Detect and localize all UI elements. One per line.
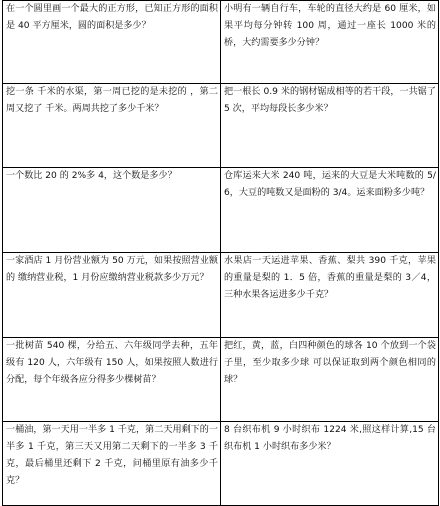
table-row (3, 253, 439, 338)
problem-cell-right (221, 1, 439, 84)
problem-text: 把红，黄，蓝，白四种颜色的球各 10 个放到一个袋子里，至少取多少球 可以保证取到两个颜色相同的球？ (224, 341, 436, 385)
problem-cell-right (221, 422, 439, 506)
problem-cell-left (3, 338, 221, 422)
problem-cell-left (3, 84, 221, 168)
table-row (3, 1, 439, 84)
problem-text: 一个数比 20 的 2%多 4，这个数是多少？ (6, 171, 177, 181)
table-row (3, 168, 439, 253)
problem-cell-right (221, 168, 439, 253)
problem-cell-right (221, 338, 439, 422)
problem-cell-left (3, 253, 221, 338)
problem-text: 一批树苗 540 棵，分给五、六年级同学去种，五年级有 120 人，六年级有 150 人，如果按照人数进行分配，每个年级各应分得多少棵树苗？ (6, 341, 218, 385)
problem-cell-left (3, 422, 221, 506)
table-row (3, 84, 439, 168)
problem-text: 小明有一辆自行车，车轮的直径大约是 60 厘米，如果平均每分钟转 100 周，通过一座长 1000 米的桥，大约需要多少分钟？ (224, 4, 436, 48)
problem-table (2, 0, 439, 506)
problem-text: 仓库运来大米 240 吨，运来的大豆是大米吨数的 5/6，大豆的吨数又是面粉的 3/4。运来面粉多少吨？ (224, 171, 436, 198)
table-row (3, 422, 439, 506)
problem-text: 一桶油，第一天用一半多 1 千克，第二天用剩下的一半多 1 千克，第三天又用第二天剩下的一半多 3 千克，最后桶里还剩下 2 千克，问桶里原有油多少千克？ (6, 425, 218, 486)
problem-cell-left (3, 168, 221, 253)
table-row (3, 338, 439, 422)
problem-text: 一家酒店 1 月份营业额为 50 万元，如果按照营业额的 缴纳营业税，1 月份应缴纳营业税款多少万元？ (6, 256, 218, 283)
problem-cell-right (221, 253, 439, 338)
problem-cell-left (3, 1, 221, 84)
problem-text: 8 台织布机 9 小时织布 1224 米,照这样计算,15 台织布机 1 小时织布多少米？ (224, 425, 436, 452)
problem-text: 把一根长 0.9 米的钢材锯成相等的若干段，一共锯了 5 次，平均每段长多少米？ (224, 87, 436, 114)
problem-text: 水果店一天运进苹果、香蕉、梨共 390 千克，苹果的重量是梨的 1．5 倍，香蕉的重量是梨的 3／4，三种水果各运进多少千克？ (224, 256, 436, 300)
problem-cell-right (221, 84, 439, 168)
problem-text: 在一个圆里画一个最大的正方形，已知正方形的面积是 40 平方厘米，圆的面积是多少？ (6, 4, 218, 31)
problem-text: 挖一条 千米的水渠，第一周已挖的是未挖的 ，第二周又挖了 千米。两周共挖了多少千米？ (6, 87, 218, 114)
